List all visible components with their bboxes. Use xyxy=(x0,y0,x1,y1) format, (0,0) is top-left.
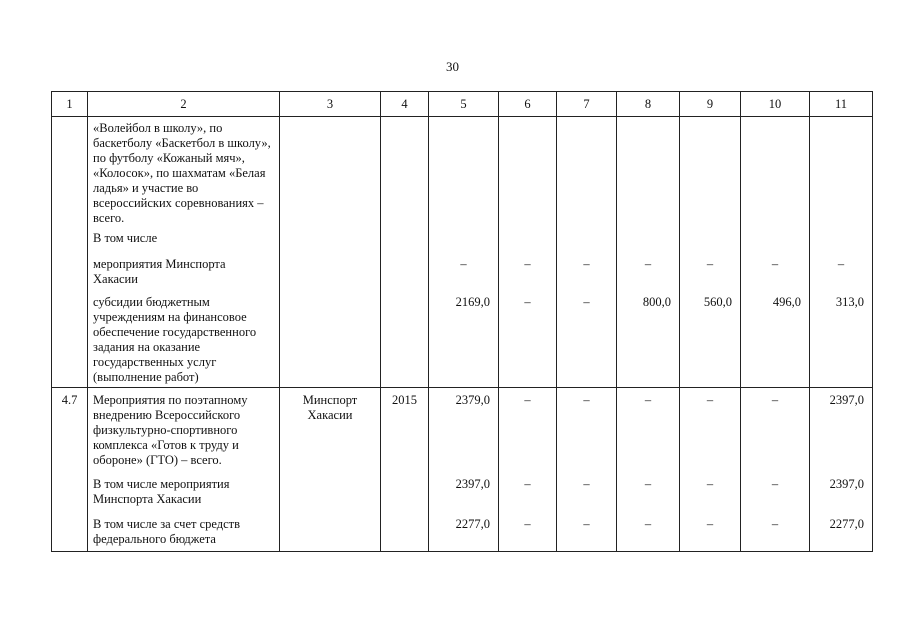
row-label: В том числе мероприятия Минспорта Хакасии xyxy=(88,477,280,517)
col-header: 11 xyxy=(810,92,873,117)
table-row xyxy=(52,257,873,295)
cell-value: 800,0 xyxy=(617,295,680,388)
cell-value: – xyxy=(557,477,617,517)
item-description: Мероприятия по поэтапному внедрению Всероссийского физкультурно-спортивного комплекса «Готов к труду и обороне» (ГТО) – всего. xyxy=(88,388,280,478)
cell-value: – xyxy=(680,517,741,552)
table-row xyxy=(52,231,873,257)
cell-value: – xyxy=(680,257,741,295)
table-row xyxy=(52,295,873,388)
cell-value: – xyxy=(429,257,499,295)
cell-value: – xyxy=(680,388,741,478)
table-row xyxy=(52,517,873,552)
cell-value: – xyxy=(617,388,680,478)
continued-description: «Волейбол в школу», по баскетболу «Баскетбол в школу», по футболу «Кожаный мяч», «Колосок», по шахматам «Белая ладья» и участие во всероссийских соревнованиях – всего. xyxy=(88,117,280,232)
col-header: 10 xyxy=(741,92,810,117)
col-header: 7 xyxy=(557,92,617,117)
row-label: мероприятия Минспорта Хакасии xyxy=(88,257,280,295)
table-row xyxy=(52,117,873,232)
cell-value: – xyxy=(557,295,617,388)
col-header: 3 xyxy=(280,92,381,117)
table-row xyxy=(52,388,873,478)
cell-value: 2397,0 xyxy=(429,477,499,517)
col-header: 1 xyxy=(52,92,88,117)
page-number: 30 xyxy=(446,59,459,74)
cell-value: 560,0 xyxy=(680,295,741,388)
cell-value: – xyxy=(499,517,557,552)
cell-value: – xyxy=(741,477,810,517)
in-that-number-label: В том числе xyxy=(88,231,280,257)
cell-value: 2169,0 xyxy=(429,295,499,388)
cell-value: 2397,0 xyxy=(810,388,873,478)
cell-value: – xyxy=(557,517,617,552)
col-header: 9 xyxy=(680,92,741,117)
item-number: 4.7 xyxy=(52,388,88,478)
cell-value: 2397,0 xyxy=(810,477,873,517)
cell-value: – xyxy=(741,257,810,295)
header-row xyxy=(52,92,873,117)
cell-value: – xyxy=(741,517,810,552)
cell-value: – xyxy=(499,477,557,517)
col-header: 4 xyxy=(381,92,429,117)
cell-value: 313,0 xyxy=(810,295,873,388)
program-table xyxy=(51,91,873,552)
col-header: 6 xyxy=(499,92,557,117)
cell-value: – xyxy=(499,388,557,478)
cell-value: 496,0 xyxy=(741,295,810,388)
cell-value: 2277,0 xyxy=(810,517,873,552)
item-year: 2015 xyxy=(381,388,429,478)
cell-value: – xyxy=(680,477,741,517)
table-row xyxy=(52,477,873,517)
item-executor: Минспорт Хакасии xyxy=(280,388,381,478)
cell-value: – xyxy=(499,295,557,388)
cell-value: – xyxy=(499,257,557,295)
cell-value: – xyxy=(617,517,680,552)
cell-value: – xyxy=(557,257,617,295)
cell-value: – xyxy=(741,388,810,478)
cell-value: – xyxy=(557,388,617,478)
col-header: 8 xyxy=(617,92,680,117)
col-header: 5 xyxy=(429,92,499,117)
cell-value: 2277,0 xyxy=(429,517,499,552)
cell-value: – xyxy=(617,477,680,517)
row-label: субсидии бюджетным учреждениям на финансовое обеспечение государственного задания на оказание государственных услуг (выполнение работ) xyxy=(88,295,280,388)
row-label: В том числе за счет средств федерального бюджета xyxy=(88,517,280,552)
cell-value: – xyxy=(810,257,873,295)
cell-value: – xyxy=(617,257,680,295)
cell-value: 2379,0 xyxy=(429,388,499,478)
col-header: 2 xyxy=(88,92,280,117)
